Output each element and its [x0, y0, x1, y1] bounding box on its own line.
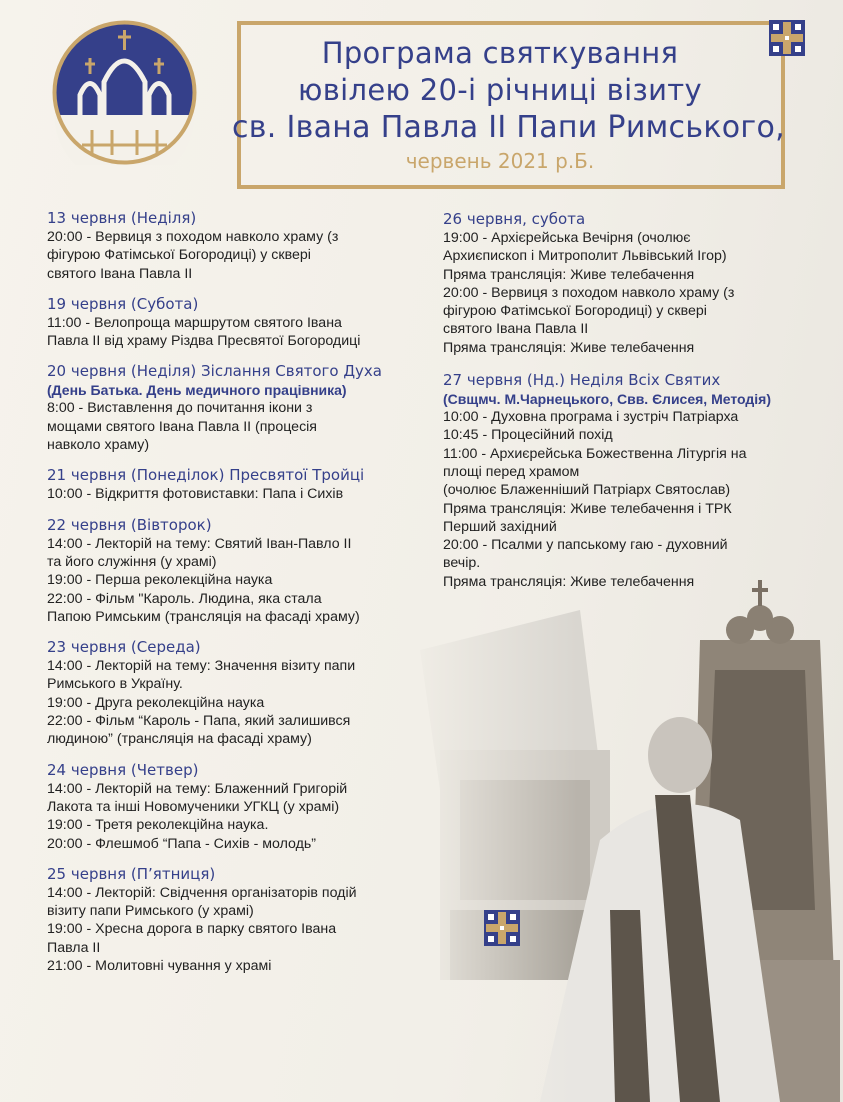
day-heading: 20 червня (Неділя) Зіслання Святого Духа	[47, 362, 382, 381]
event-line: навколо храму)	[47, 437, 150, 454]
event-line: 11:00 - Архиєрейська Божественна Літургія на	[443, 445, 747, 462]
event-line: Павла ІІ від храму Різдва Пресвятої Богородиці	[47, 333, 361, 350]
event-line: 19:00 - Третя реколекційна наука.	[47, 817, 269, 834]
event-line: Пряма трансляція: Живе телебачення	[443, 573, 695, 590]
title-line-2: ювілею 20-і річниці візиту	[298, 73, 702, 107]
schedule-right-column	[443, 210, 833, 603]
day-subheading: (День Батька. День медичного працівника)	[47, 382, 347, 399]
day-heading: 19 червня (Субота)	[47, 294, 199, 313]
event-line: (очолює Блаженніший Патріарх Святослав)	[443, 482, 731, 499]
event-line: 14:00 - Лекторій на тему: Значення візиту папи	[47, 658, 356, 675]
day-heading: 23 червня (Середа)	[47, 638, 201, 657]
event-line: святого Івана Павла ІІ	[47, 265, 193, 282]
day-heading: 21 червня (Понеділок) Пресвятої Тройці	[47, 466, 365, 485]
day-heading: 25 червня (П’ятниця)	[47, 864, 216, 883]
day-block	[47, 638, 427, 748]
event-line: людиною” (трансляція на фасаді храму)	[47, 731, 312, 748]
church-logo-icon	[52, 20, 197, 165]
event-line: 14:00 - Лекторій: Свідчення організаторів подій	[47, 884, 357, 901]
event-line: Перший західний	[443, 518, 557, 535]
day-block	[47, 295, 427, 351]
title-line-3: св. Івана Павла ІІ Папи Римського,	[232, 110, 785, 145]
event-line: фігурою Фатімської Богородиці) у сквері	[443, 303, 707, 320]
event-line: 8:00 - Виставлення до почитання ікони з	[47, 400, 313, 417]
event-line: 19:00 - Архієрейська Вечірня (очолює	[443, 230, 691, 246]
event-line: Пряма трансляція: Живе телебачення	[443, 339, 695, 356]
event-line: 20:00 - Флешмоб “Папа - Сихів - молодь”	[47, 835, 316, 852]
event-line: вечір.	[443, 555, 481, 572]
cross-ornament-icon	[484, 910, 520, 946]
event-line: 11:00 - Велопроща маршрутом святого Івана	[47, 314, 342, 331]
event-line: мощами святого Івана Павла ІІ (процесія	[47, 418, 317, 435]
day-heading: 22 червня (Вівторок)	[47, 515, 212, 534]
day-block	[47, 209, 427, 283]
event-line: Пряма трансляція: Живе телебачення і ТРК	[443, 500, 732, 517]
event-line: 20:00 - Вервиця з походом навколо храму (з	[47, 229, 339, 245]
day-heading: 27 червня (Нд.) Неділя Всіх Святих	[443, 371, 721, 390]
title-block	[232, 35, 785, 190]
event-line: Лакота та інші Новомученики УГКЦ (у храмі)	[47, 798, 340, 815]
day-subheading: (Свщмч. М.Чарнецького, Свв. Єлисея, Методія)	[443, 391, 771, 408]
event-line: 19:00 - Друга реколекційна наука	[47, 694, 265, 711]
event-line: Пряма трансляція: Живе телебачення	[443, 266, 695, 283]
event-line: 19:00 - Хресна дорога в парку святого Івана	[47, 921, 337, 938]
day-block	[47, 516, 427, 626]
event-line: 22:00 - Фільм “Кароль - Папа, який залишився	[47, 713, 351, 730]
event-line: Папою Римським (трансляція на фасаді храму)	[47, 608, 360, 625]
event-line: 14:00 - Лекторій на тему: Блаженний Григорій	[47, 780, 348, 797]
event-line: 20:00 - Вервиця з походом навколо храму (з	[443, 284, 735, 301]
day-heading: 24 червня (Четвер)	[47, 760, 199, 779]
event-line: 10:00 - Відкриття фотовиставки: Папа і Сихів	[47, 486, 344, 503]
event-line: площі перед храмом	[443, 463, 580, 480]
day-block	[443, 210, 833, 357]
day-block	[47, 865, 427, 975]
event-line: 10:00 - Духовна програма і зустріч Патріарха	[443, 409, 739, 426]
event-line: Архиєпископ і Митрополит Львівський Ігор)	[443, 248, 727, 265]
event-line: візиту папи Римського (у храмі)	[47, 903, 254, 920]
event-line: Павла ІІ	[47, 939, 101, 956]
event-line: та його служіння (у храмі)	[47, 553, 217, 570]
event-line: 22:00 - Фільм "Кароль. Людина, яка стала	[47, 590, 322, 607]
day-block	[443, 371, 833, 591]
title-date: червень 2021 р.Б.	[405, 149, 595, 173]
schedule-left-column	[47, 209, 427, 987]
event-line: святого Івана Павла ІІ	[443, 321, 589, 338]
day-block	[47, 466, 427, 503]
event-line: фігурою Фатімської Богородиці) у сквері	[47, 247, 311, 264]
cross-ornament-icon	[769, 20, 805, 56]
event-line: 14:00 - Лекторій на тему: Святий Іван-Павло ІІ	[47, 535, 352, 552]
day-heading: 26 червня, субота	[443, 210, 586, 228]
event-line: 19:00 - Перша реколекційна наука	[47, 572, 273, 589]
event-line: 21:00 - Молитовні чування у храмі	[47, 958, 272, 975]
title-line-1: Програма святкування	[321, 36, 679, 70]
pope-photo	[400, 580, 843, 1102]
day-heading: 13 червня (Неділя)	[47, 209, 197, 227]
event-line: 20:00 - Псалми у папському гаю - духовний	[443, 537, 728, 554]
event-line: 10:45 - Процесійний похід	[443, 427, 613, 444]
day-block	[47, 761, 427, 853]
day-block	[47, 362, 427, 454]
event-line: Римського в Україну.	[47, 676, 183, 693]
